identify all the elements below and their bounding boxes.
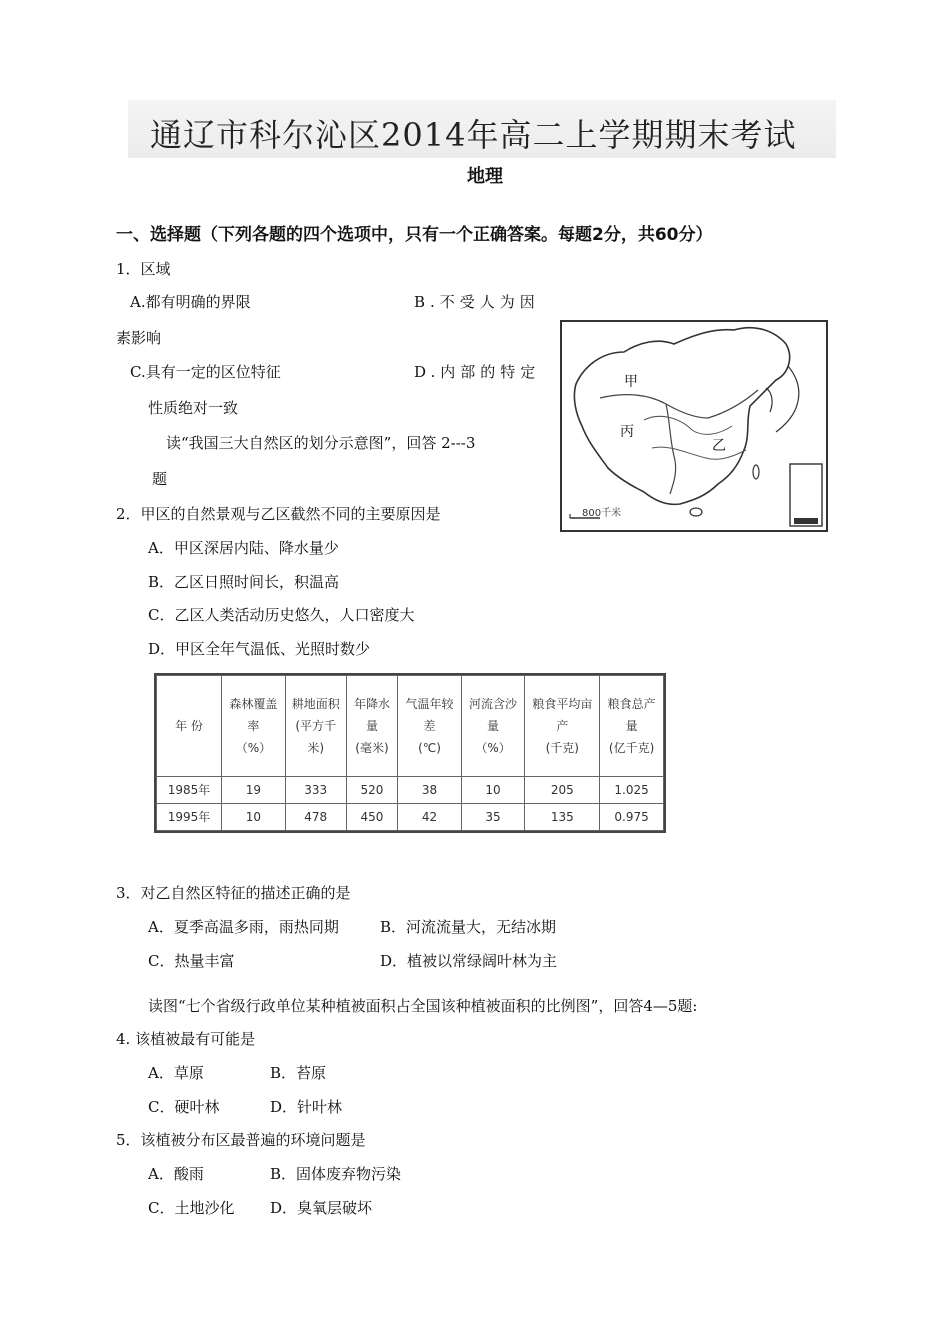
label-bing: 丙 bbox=[620, 424, 634, 440]
q4-option-d: D．针叶林 bbox=[270, 1098, 343, 1116]
subject-title: 地理 bbox=[467, 166, 503, 187]
table-header-row bbox=[157, 676, 664, 777]
table-cell: 478 bbox=[285, 803, 346, 830]
q2-option-c: C．乙区人类活动历史悠久，人口密度大 bbox=[148, 606, 415, 624]
q1-option-a: A.都有明确的界限 bbox=[130, 293, 251, 311]
japan bbox=[776, 366, 799, 432]
table-cell: 520 bbox=[346, 776, 398, 803]
table-cell: 10 bbox=[461, 776, 525, 803]
read-map-instruction-cont: 题 bbox=[152, 470, 168, 488]
table-cell: 1995年 bbox=[157, 803, 222, 830]
q1-option-b: B.不受人为因 bbox=[414, 293, 540, 311]
table-header-cell: 年 份 bbox=[157, 676, 222, 777]
table-header-cell: 森林覆盖率 （%） bbox=[222, 676, 286, 777]
q4-option-c: C．硬叶林 bbox=[148, 1098, 220, 1116]
q1-option-c: C.具有一定的区位特征 bbox=[130, 363, 281, 381]
map-graphic bbox=[562, 322, 826, 530]
q5-stem: 5．该植被分布区最普遍的环境问题是 bbox=[116, 1131, 366, 1149]
table-header-cell: 粮食平均亩产 (千克) bbox=[525, 676, 600, 777]
q2-option-d: D．甲区全年气温低、光照时数少 bbox=[148, 640, 371, 658]
table-header-cell: 粮食总产量 (亿千克) bbox=[600, 676, 664, 777]
natural-regions-map bbox=[560, 320, 828, 532]
q3-option-d: D．植被以常绿阔叶林为主 bbox=[380, 952, 558, 970]
q4-option-b: B．苔原 bbox=[270, 1064, 327, 1082]
q3-stem: 3．对乙自然区特征的描述正确的是 bbox=[116, 884, 351, 902]
data-table bbox=[154, 673, 666, 833]
read-chart-instruction: 读图“七个省级行政单位某种植被面积占全国该种植被面积的比例图”，回答4—5题: bbox=[148, 997, 698, 1015]
table-cell: 1.025 bbox=[600, 776, 664, 803]
q3-option-b: B．河流流量大，无结冰期 bbox=[380, 918, 557, 936]
q1-option-d-cont: 性质绝对一致 bbox=[148, 399, 239, 417]
q4-stem: 4. 该植被最有可能是 bbox=[116, 1030, 256, 1048]
q4-option-a: A．草原 bbox=[148, 1064, 204, 1082]
table-cell: 205 bbox=[525, 776, 600, 803]
table-cell: 38 bbox=[398, 776, 461, 803]
exam-title: 通辽市科尔沁区2014年高二上学期期末考试 bbox=[150, 116, 797, 154]
q5-option-b: B．固体废弃物污染 bbox=[270, 1165, 402, 1183]
table-header-cell: 河流含沙量 （%） bbox=[461, 676, 525, 777]
table-header-cell: 耕地面积 (平方千米) bbox=[285, 676, 346, 777]
table-header-cell: 年降水量 (毫米) bbox=[346, 676, 398, 777]
q5-option-d: D．臭氧层破坏 bbox=[270, 1199, 373, 1217]
q1-stem: 1．区域 bbox=[116, 260, 171, 278]
boundary-north bbox=[600, 390, 758, 418]
table-cell: 10 bbox=[222, 803, 286, 830]
read-map-instruction: 读“我国三大自然区的划分示意图”，回答 2---3 bbox=[166, 434, 476, 452]
table-cell: 135 bbox=[525, 803, 600, 830]
taiwan bbox=[753, 465, 759, 479]
hainan bbox=[690, 508, 702, 516]
q1-option-b-cont: 素影响 bbox=[116, 329, 162, 347]
south-china-sea-inset bbox=[790, 464, 822, 526]
table-cell: 35 bbox=[461, 803, 525, 830]
label-jia: 甲 bbox=[624, 374, 638, 390]
table-cell: 0.975 bbox=[600, 803, 664, 830]
table-cell: 333 bbox=[285, 776, 346, 803]
table-header-cell: 气温年较差 (℃) bbox=[398, 676, 461, 777]
table-cell: 19 bbox=[222, 776, 286, 803]
inset-caption-box bbox=[794, 518, 818, 524]
q5-option-a: A．酸雨 bbox=[148, 1165, 204, 1183]
table-row bbox=[157, 776, 664, 803]
korea bbox=[766, 388, 772, 412]
q2-option-a: A．甲区深居内陆、降水量少 bbox=[148, 539, 339, 557]
q1-option-d: D.内部的特定 bbox=[414, 363, 541, 381]
label-yi: 乙 bbox=[712, 438, 726, 454]
table-cell: 42 bbox=[398, 803, 461, 830]
q3-option-a: A．夏季高温多雨，雨热同期 bbox=[148, 918, 339, 936]
river-yangtze bbox=[652, 447, 746, 459]
q3-option-c: C．热量丰富 bbox=[148, 952, 235, 970]
river-yellow bbox=[644, 416, 732, 434]
section-heading: 一、选择题（下列各题的四个选项中，只有一个正确答案。每题2分，共60分） bbox=[116, 225, 713, 245]
table-cell: 1985年 bbox=[157, 776, 222, 803]
scale-label: 800千米 bbox=[582, 508, 622, 519]
table-cell: 450 bbox=[346, 803, 398, 830]
q2-stem: 2．甲区的自然景观与乙区截然不同的主要原因是 bbox=[116, 505, 441, 523]
q5-option-c: C．土地沙化 bbox=[148, 1199, 235, 1217]
q2-option-b: B．乙区日照时间长，积温高 bbox=[148, 573, 340, 591]
table-row bbox=[157, 803, 664, 830]
